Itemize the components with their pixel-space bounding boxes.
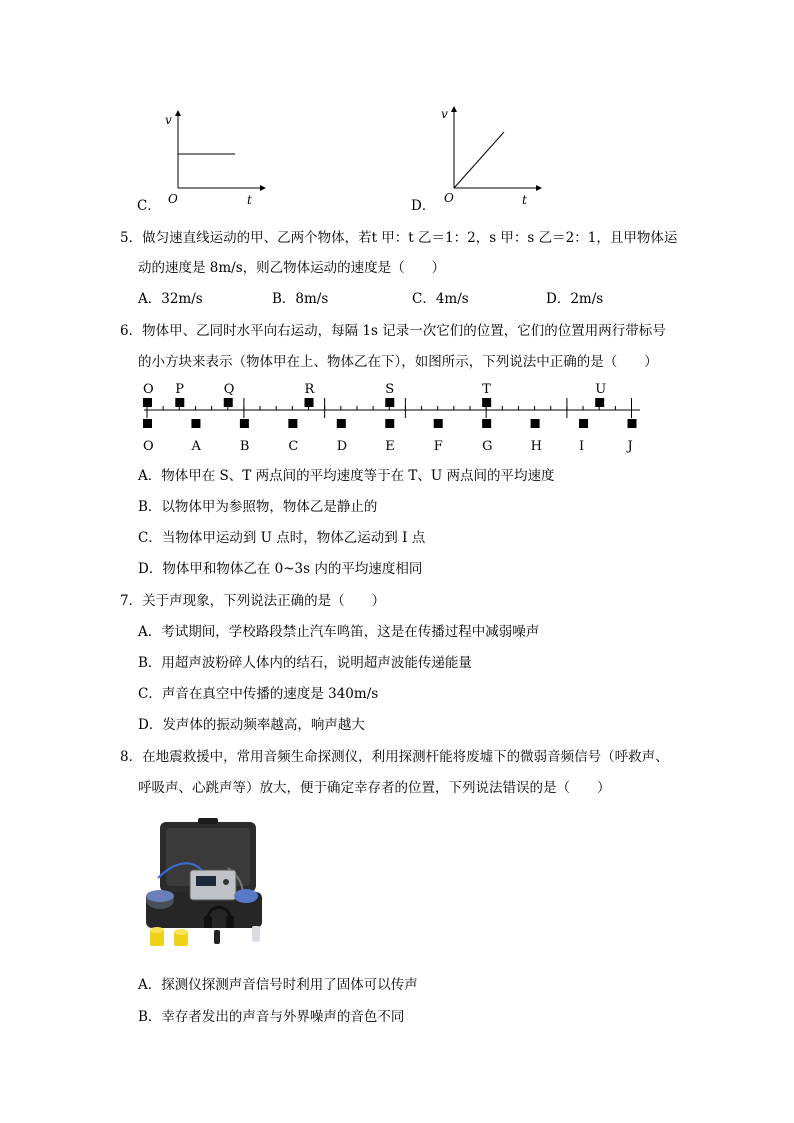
q6-object-b-square	[337, 419, 346, 428]
graph-d-t-label: t	[522, 193, 527, 207]
q7-option-b: B．用超声波粉碎人体内的结石，说明超声波能传递能量	[138, 655, 472, 671]
q6-object-b-label: F	[433, 439, 443, 454]
q6-object-a-label: S	[385, 382, 395, 397]
q6-object-a-square	[143, 398, 152, 407]
q6-object-b-square	[531, 419, 540, 428]
q6-object-a-label: Q	[223, 382, 235, 397]
life-detector-photo	[138, 818, 266, 952]
q6-object-a-square	[305, 398, 314, 407]
q6-object-a-square	[175, 398, 184, 407]
q6-object-b-label: C	[288, 439, 299, 454]
q7-option-a: A．考试期间，学校路段禁止汽车鸣笛，这是在传播过程中减弱噪声	[138, 624, 540, 640]
graph-c-t-label: t	[247, 193, 252, 207]
q6-line1: 6．物体甲、乙同时水平向右运动，每隔 1s 记录一次它们的位置，它们的位置用两行带标号	[120, 323, 666, 339]
q6-object-b-square	[288, 419, 297, 428]
option-c-label: C．	[137, 198, 161, 214]
q5-option-d: D．2m/s	[546, 291, 604, 307]
q6-object-b-label: H	[530, 439, 542, 454]
graph-d-ramp-line	[454, 132, 504, 188]
q7-option-d: D．发声体的振动频率越高，响声越大	[138, 717, 365, 733]
q6-object-b-label: E	[385, 439, 395, 454]
graph-c-v-label: v	[165, 113, 172, 127]
q6-object-a-square	[482, 398, 491, 407]
q6-object-b-label: D	[336, 439, 348, 454]
q7-line1: 7．关于声现象，下列说法正确的是（ ）	[120, 593, 386, 609]
option-d-label: D．	[411, 198, 436, 214]
q6-object-b-label: G	[482, 439, 493, 454]
q6-option-b: B．以物体甲为参照物，物体乙是静止的	[138, 499, 378, 515]
q5-line2: 动的速度是 8m/s，则乙物体运动的速度是（ ）	[138, 260, 446, 276]
q6-object-b-label: J	[627, 439, 633, 454]
q6-option-c: C．当物体甲运动到 U 点时，物体乙运动到 I 点	[138, 530, 426, 546]
graph-d-svg	[436, 102, 546, 208]
q6-object-b-label: A	[191, 439, 201, 454]
q6-object-b-square	[579, 419, 588, 428]
graph-d-o-label: O	[444, 191, 454, 205]
q6-option-d: D．物体甲和物体乙在 0~3s 内的平均速度相同	[138, 561, 423, 577]
q5-line1: 5．做匀速直线运动的甲、乙两个物体，若t 甲：t 乙＝1：2，s 甲：s 乙＝2：1，且甲物体运	[120, 230, 678, 246]
q8-option-a: A．探测仪探测声音信号时利用了固体可以传声	[138, 977, 418, 993]
q6-object-b-square	[191, 419, 200, 428]
q6-object-a-labels	[143, 382, 606, 397]
q5-option-a: A．32m/s	[138, 291, 203, 307]
q6-object-b-square	[434, 419, 443, 428]
q6-line2: 的小方块来表示（物体甲在上、物体乙在下），如图所示，下列说法中正确的是（ ）	[138, 354, 658, 370]
graph-c-o-label: O	[168, 192, 178, 206]
q6-object-a-square	[224, 398, 233, 407]
q6-object-b-squares	[143, 419, 637, 428]
graph-d-v-label: v	[441, 107, 448, 121]
graph-c-svg	[160, 108, 270, 208]
q5-option-c: C．4m/s	[412, 291, 469, 307]
q6-object-b-labels	[143, 439, 633, 454]
q6-position-diagram	[130, 378, 650, 460]
q6-option-a: A．物体甲在 S、T 两点间的平均速度等于在 T、U 两点间的平均速度	[138, 468, 555, 484]
q6-object-b-square	[240, 419, 249, 428]
q6-object-a-square	[595, 398, 604, 407]
q6-object-b-square	[143, 419, 152, 428]
q6-object-b-label: I	[579, 439, 585, 454]
q8-option-b: B．幸存者发出的声音与外界噪声的音色不同	[138, 1009, 405, 1025]
q6-object-a-label: R	[304, 382, 315, 397]
q6-object-a-label: U	[595, 382, 607, 397]
q6-object-b-label: B	[239, 439, 250, 454]
q6-object-a-label: T	[482, 382, 491, 397]
q6-object-b-square	[385, 419, 394, 428]
q6-object-a-square	[385, 398, 394, 407]
q6-object-b-square	[482, 419, 491, 428]
q6-object-b-square	[628, 419, 637, 428]
q6-object-a-squares	[143, 398, 604, 407]
q8-line2: 呼吸声、心跳声等）放大，便于确定幸存者的位置，下列说法错误的是（ ）	[138, 780, 611, 796]
q7-option-c: C．声音在真空中传播的速度是 340m/s	[138, 686, 379, 702]
q5-option-b: B．8m/s	[272, 291, 329, 307]
q6-object-b-label: O	[143, 439, 154, 454]
q6-object-a-label: O	[143, 382, 154, 397]
q6-object-a-label: P	[175, 382, 185, 397]
q8-line1: 8．在地震救援中，常用音频生命探测仪，利用探测杆能将废墟下的微弱音频信号（呼救声、	[120, 749, 669, 765]
